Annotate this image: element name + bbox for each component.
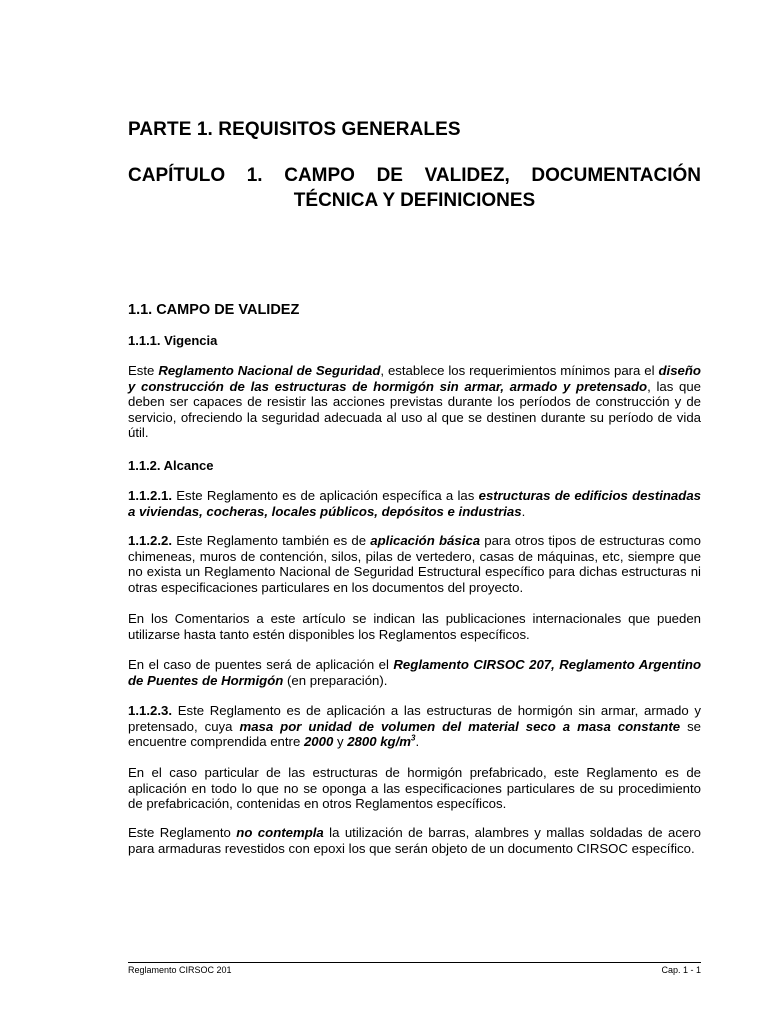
part-title: PARTE 1. REQUISITOS GENERALES xyxy=(128,119,461,140)
text-run: (en preparación). xyxy=(283,672,388,688)
emphasis-run: 2000 xyxy=(303,734,334,750)
footer-document-name: Reglamento CIRSOC 201 xyxy=(128,965,232,975)
paragraph-prefabricado: En el caso particular de las estructuras de hormigón prefabricado, este Reglamento es de aplicación en todo lo que no se oponga a las especificaciones particulares de su procedimiento de prefabricación, contenidas en otros Reglamentos específicos. xyxy=(128,765,701,812)
emphasis-run: Reglamento CIRSOC 207, Reglamento Argentino de Puentes de Hormigón xyxy=(128,657,702,688)
text-run: la utilización de barras, alambres y mallas soldadas de acero para armaduras revestidos con epoxi los que serán objeto de un documento CIRSOC específico. xyxy=(128,825,701,856)
paragraph-1-1-2-2 xyxy=(128,533,701,595)
paragraph-vigencia xyxy=(128,363,701,441)
section-heading-1-1: 1.1. CAMPO DE VALIDEZ xyxy=(128,302,300,318)
emphasis-run: estructuras de edificios destinadas a viviendas, cocheras, locales públicos, depósitos e industrias xyxy=(128,488,701,519)
text-run: para otros tipos de estructuras como chimeneas, muros de contención, silos, pilas de vertedero, casas de máquinas, etc, siempre que no exista un Reglamento Nacional de Seguridad Estructural específico para dichas estructuras ni otras especificaciones particulares en los documentos del proyecto. xyxy=(128,533,701,595)
text-run: Este Reglamento es de aplicación a las estructuras de hormigón sin armar, armado y pretensado, cuya xyxy=(128,703,701,734)
chapter-title-line2: TÉCNICA Y DEFINICIONES xyxy=(293,190,536,211)
footer-divider xyxy=(128,962,701,963)
emphasis-run: Reglamento Nacional de Seguridad xyxy=(158,363,381,378)
paragraph-puentes xyxy=(128,657,701,688)
text-run: Este xyxy=(128,363,159,378)
clause-number: 1.1.2.1. xyxy=(128,488,172,503)
clause-number: 1.1.2.3. xyxy=(128,703,172,718)
paragraph-epoxi xyxy=(128,825,701,856)
text-run: En el caso de puentes será de aplicación el xyxy=(128,657,394,672)
emphasis-run: masa por unidad de volumen del material seco a masa constante xyxy=(239,718,681,734)
document-page xyxy=(128,0,701,1024)
text-run: . xyxy=(521,503,526,519)
emphasis-run: 2800 kg/m xyxy=(347,734,411,750)
emphasis-run: diseño y construcción de las estructuras de hormigón sin armar, armado y pretensado xyxy=(128,363,701,394)
section-heading-1-1-1: 1.1.1. Vigencia xyxy=(128,333,218,348)
text-run: Este Reglamento xyxy=(128,825,237,840)
paragraph-comentarios: En los Comentarios a este artículo se indican las publicaciones internacionales que pueden utilizarse hasta tanto estén disponibles los Reglamentos específicos. xyxy=(128,611,701,642)
paragraph-1-1-2-3 xyxy=(128,703,701,750)
text-run: , establece los requerimientos mínimos para el xyxy=(380,363,659,378)
text-run: Este Reglamento también es de xyxy=(172,533,371,548)
text-run: se encuentre comprendida entre xyxy=(128,718,701,750)
clause-number: 1.1.2.2. xyxy=(128,533,172,548)
chapter-title-line1: CAPÍTULO 1. CAMPO DE VALIDEZ, DOCUMENTACIÓN xyxy=(128,165,701,186)
footer-page-number: Cap. 1 - 1 xyxy=(661,965,701,975)
text-run: . xyxy=(415,734,420,750)
paragraph-1-1-2-1 xyxy=(128,488,701,519)
emphasis-run: no contempla xyxy=(236,825,324,840)
emphasis-run: aplicación básica xyxy=(370,533,481,548)
text-run: Este Reglamento es de aplicación específica a las xyxy=(172,488,479,503)
superscript: 3 xyxy=(411,733,416,743)
text-run: y xyxy=(333,734,348,750)
text-run: , las que deben ser capaces de resistir las acciones previstas durante los períodos de construcción y de servicio, ofreciendo la seguridad adecuada al uso al que se destinen durante su período de vida útil. xyxy=(128,378,701,441)
section-heading-1-1-2: 1.1.2. Alcance xyxy=(128,458,214,473)
